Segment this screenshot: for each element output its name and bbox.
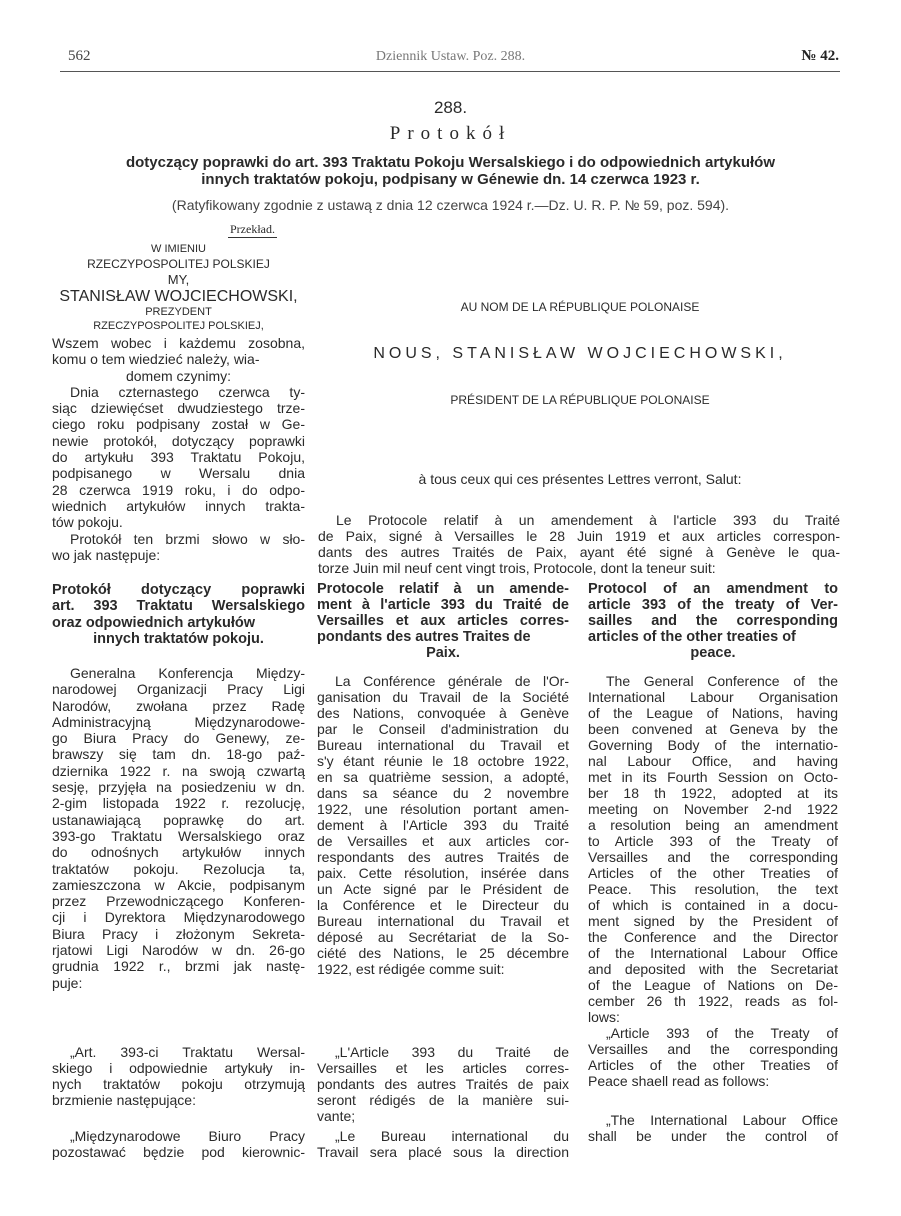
- text-line: lows:: [588, 1009, 620, 1025]
- text-line: en sa quatrième session, a adopté,: [317, 769, 569, 785]
- text-line: Versailles et aux articles corres-: [317, 613, 569, 629]
- text-line: „Art. 393-ci Traktatu Wersal-: [70, 1044, 305, 1060]
- text-line: la Conférence et le Directeur du: [317, 897, 569, 913]
- text-line: 28 czerwca 1919 roku, i do odpo-: [52, 481, 305, 498]
- preamble-line: PRÉSIDENT DE LA RÉPUBLIQUE POLONAISE: [450, 393, 710, 407]
- text-line: shall be under the control of: [588, 1128, 838, 1144]
- text-line: narodowej Organizacji Pracy Ligi: [52, 681, 305, 698]
- paragraph: [52, 1044, 305, 1108]
- document-kind: Protokół: [389, 123, 512, 144]
- text-line: sesję, przyjęła na posiedzeniu w dn.: [52, 779, 305, 796]
- polish-body: [52, 665, 305, 991]
- text-line: dants des autres Traités de Paix, ayant été signé à Genève le qua-: [318, 544, 840, 560]
- text-line: Protocole relatif à un amende-: [317, 581, 569, 597]
- translation-label: Przekład.: [230, 222, 275, 236]
- french-article-text: [317, 1128, 569, 1160]
- text-line: 1922, une résolution portant amen-: [317, 801, 569, 817]
- paragraph: [52, 384, 305, 531]
- text-line: Peace. This resolution, the text: [588, 881, 838, 897]
- text-line: Articles of the other Treaties of: [588, 865, 838, 881]
- text-line: paix. Cette résolution, insérée dans: [317, 865, 569, 881]
- paragraph: [52, 531, 305, 564]
- paragraph: [588, 673, 838, 1025]
- text-line: 1922, est rédigée comme suit:: [317, 961, 505, 977]
- text-line: do odnośnych artykułów innych: [52, 844, 305, 861]
- preamble-line: RZECZYPOSPOLITEJ POLSKIEJ,: [93, 320, 264, 332]
- ratification-note: (Ratyfikowany zgodnie z ustawą z dnia 12 czerwca 1924 r.—Dz. U. R. P. № 59, poz. 594).: [171, 197, 730, 213]
- polish-article-intro: [52, 1044, 305, 1108]
- text-line: dziernika 1922 r. na swoją czwartą: [52, 762, 305, 779]
- text-line: pondants des autres Traites de: [317, 629, 531, 645]
- french-body: [317, 673, 569, 977]
- paragraph: [52, 665, 305, 991]
- text-line: „Le Bureau international du: [335, 1128, 569, 1144]
- text-line: tów pokoju.: [52, 514, 123, 531]
- text-line: siąc dziewięćset dwudziestego trze-: [52, 400, 305, 417]
- text-line: de Paix, signé à Versailles le 28 Juin 1919 et aux articles correspon-: [318, 528, 840, 544]
- text-line: met in its Fourth Session on Octo-: [588, 769, 838, 785]
- text-line: 393-go Traktatu Wersalskiego oraz: [52, 827, 305, 844]
- preamble-line: AU NOM DE LA RÉPUBLIQUE POLONAISE: [460, 300, 700, 314]
- text-line: brzmienie następujące:: [52, 1092, 196, 1108]
- text-line: un Acte signé par le Président de: [317, 881, 569, 897]
- text-line: puje:: [52, 974, 83, 991]
- text-line: oraz odpowiednich artykułów: [52, 614, 256, 631]
- french-preamble-text: [318, 512, 840, 576]
- document-title-line-2: innych traktatów pokoju, podpisany w Génewie dn. 14 czerwca 1923 r.: [201, 171, 700, 188]
- text-line: articles of the other treaties of: [588, 629, 796, 645]
- preamble-line: W IMIENIU: [151, 243, 206, 255]
- text-line: Wszem wobec i każdemu zosobna,: [52, 335, 305, 351]
- english-protocol-heading: [588, 581, 838, 661]
- paragraph: [52, 368, 305, 384]
- document-number: 288.: [433, 98, 468, 117]
- paragraph: [52, 335, 305, 368]
- text-line: of which is contained in a docu-: [588, 897, 838, 913]
- text-line: Versailles and the corresponding: [588, 849, 838, 865]
- text-line: ment signed by the President of: [588, 913, 838, 929]
- text-line: newie protokół, dotyczący poprawki: [52, 432, 305, 449]
- text-line: skiego i odpowiednie artykuły in-: [52, 1060, 305, 1076]
- page-number: 562: [68, 48, 91, 64]
- text-line: of the League of Nations, having: [588, 705, 838, 721]
- text-line: vante;: [317, 1108, 356, 1124]
- text-line: and deposited with the Secretariat: [588, 961, 838, 977]
- text-line: des Nations, convoquée à Genève: [317, 705, 569, 721]
- text-line: a resolution being an amendment: [588, 817, 838, 833]
- paragraph: [317, 645, 569, 661]
- text-line: s'y étant réunie le 18 octobre 1922,: [317, 753, 569, 769]
- text-line: been convened at Geneva by the: [588, 721, 838, 737]
- salutation: à tous ceux qui ces présentes Lettres verront, Salut:: [418, 471, 742, 487]
- preamble-line: RZECZYPOSPOLITEJ POLSKIEJ: [87, 257, 270, 271]
- text-line: zamieszczona w Akcie, podpisanym: [52, 876, 305, 893]
- president-name: NOUS, STANISŁAW WOJCIECHOWSKI,: [373, 345, 787, 362]
- text-line: komu o tem wiedzieć należy, wia-: [52, 351, 260, 368]
- text-line: Paix.: [426, 645, 460, 661]
- header-rule: [60, 71, 840, 72]
- text-line: seront rédigés de la manière sui-: [317, 1092, 569, 1108]
- paragraph: [52, 1128, 305, 1160]
- text-line: Versailles et les articles corres-: [317, 1060, 569, 1076]
- text-line: par le Conseil d'administration du: [317, 721, 569, 737]
- text-line: Bureau international du Travail et: [317, 737, 569, 753]
- text-line: ber 18 th 1922, adopted at its: [588, 785, 838, 801]
- paragraph: [588, 1112, 838, 1144]
- text-line: przez Przewodniczącego Konferen-: [52, 893, 305, 910]
- paragraph: [52, 582, 305, 631]
- text-line: podpisanego w Wersalu dnia: [52, 465, 305, 482]
- text-line: pozostawać będzie pod kierownic-: [52, 1144, 305, 1160]
- text-line: pondants des autres Traités de paix: [317, 1076, 569, 1092]
- text-line: to Article 393 of the Treaty of: [588, 833, 838, 849]
- text-line: wiednich artykułów innych trakta-: [52, 497, 305, 514]
- text-line: domem czynimy:: [125, 367, 232, 384]
- paragraph: [317, 1044, 569, 1124]
- text-line: dans sa séance du 2 novembre: [317, 785, 569, 801]
- paragraph: [588, 645, 838, 661]
- text-line: go Biura Pracy do Genewy, ze-: [52, 730, 305, 747]
- french-article-intro: [317, 1044, 569, 1124]
- text-line: ciego roku podpisany został w Ge-: [52, 416, 305, 433]
- text-line: of the International Labour Office: [588, 945, 838, 961]
- text-line: ganisation du Travail de la Société: [317, 689, 569, 705]
- text-line: rjatowi Ligi Narodów w dn. 26-go: [52, 942, 305, 959]
- text-line: Protokół ten brzmi słowo w sło-: [70, 530, 305, 547]
- paragraph: [318, 512, 840, 576]
- text-line: the Conference and the Director: [588, 929, 838, 945]
- text-line: Protocol of an amendment to: [588, 581, 838, 597]
- document-title-line-1: dotyczący poprawki do art. 393 Traktatu Pokoju Wersalskiego i do odpowiednich artykułów: [125, 154, 776, 171]
- text-line: Le Protocole relatif à un amendement à l'article 393 du Traité: [336, 512, 840, 528]
- polish-protocol-heading: [52, 582, 305, 647]
- text-line: grudnia 1922 r., brzmi jak nastę-: [52, 958, 305, 975]
- text-line: Generalna Konferencja Między-: [70, 665, 305, 681]
- text-line: article 393 of the treaty of Ver-: [588, 597, 838, 613]
- text-line: cji i Dyrektora Międzynarodowego: [52, 909, 305, 926]
- text-line: brawszy się tam dn. 18-go paź-: [52, 746, 305, 763]
- journal-title: Dziennik Ustaw. Poz. 288.: [375, 49, 526, 64]
- text-line: Articles of the other Treaties of: [588, 1057, 838, 1073]
- text-line: The General Conference of the: [606, 673, 838, 689]
- text-line: meeting on November 2-nd 1922: [588, 801, 838, 817]
- english-body: [588, 673, 838, 1089]
- text-line: of the League of Nations on De-: [588, 977, 838, 993]
- preamble-line: MY,: [167, 272, 190, 287]
- text-line: Versailles and the corresponding: [588, 1041, 838, 1057]
- text-line: La Conférence générale de l'Or-: [335, 673, 569, 689]
- paragraph: [317, 581, 569, 645]
- text-line: Administracyjną Międzynarodowe-: [52, 713, 305, 730]
- text-line: Peace shaell read as follows:: [588, 1073, 770, 1089]
- text-line: art. 393 Traktatu Wersalskiego: [52, 598, 305, 615]
- text-line: dement à l'Article 393 du Traité: [317, 817, 569, 833]
- text-line: „Międzynarodowe Biuro Pracy: [70, 1128, 305, 1144]
- text-line: innych traktatów pokoju.: [93, 630, 264, 647]
- polish-article-text: [52, 1128, 305, 1160]
- paragraph: [588, 1025, 838, 1089]
- text-line: Narodów, zwołana przez Radę: [52, 697, 305, 714]
- text-line: nych traktatów pokoju otrzymują: [52, 1076, 305, 1092]
- text-line: Bureau international du Travail et: [317, 913, 569, 929]
- text-line: ment à l'article 393 du Traité de: [317, 597, 569, 613]
- text-line: International Labour Organisation: [588, 689, 838, 705]
- text-line: „Article 393 of the Treaty of: [606, 1025, 838, 1041]
- text-line: sailles and the corresponding: [588, 613, 838, 629]
- paragraph: [317, 1128, 569, 1160]
- english-article-text: [588, 1112, 838, 1144]
- text-line: respondants des autres Traités de: [317, 849, 569, 865]
- french-protocol-heading: [317, 581, 569, 661]
- text-line: de Versailles et aux articles cor-: [317, 833, 569, 849]
- text-line: traktatów pokoju. Rezolucja ta,: [52, 860, 305, 877]
- text-line: nal Labour Office, and having: [588, 753, 838, 769]
- text-line: Biura Pracy i złożonym Sekreta-: [52, 925, 305, 942]
- text-line: Dnia czternastego czerwca ty-: [70, 383, 305, 400]
- text-line: cember 26 th 1922, reads as fol-: [588, 993, 838, 1009]
- text-line: 2-gim listopada 1922 r. rezolucję,: [52, 795, 305, 812]
- text-line: peace.: [690, 645, 736, 661]
- text-line: ciété des Nations, le 25 décembre: [317, 945, 569, 961]
- paragraph: [52, 631, 305, 647]
- text-line: ustanawiającą poprawkę do art.: [52, 811, 305, 828]
- text-line: torze Juin mil neuf cent vingt trois, Protocole, dont la teneur suit:: [318, 560, 716, 576]
- text-line: déposé au Secrétariat de la So-: [317, 929, 569, 945]
- text-line: Governing Body of the internatio-: [588, 737, 838, 753]
- text-line: „L'Article 393 du Traité de: [335, 1044, 569, 1060]
- paragraph: [588, 581, 838, 645]
- text-line: „The International Labour Office: [606, 1112, 838, 1128]
- text-line: do artykułu 393 Traktatu Pokoju,: [52, 449, 305, 466]
- text-line: wo jak następuje:: [52, 546, 161, 563]
- text-line: Travail sera placé sous la direction: [317, 1144, 569, 1160]
- preamble-line: PREZYDENT: [145, 306, 212, 318]
- text-line: Protokół dotyczący poprawki: [52, 582, 305, 598]
- polish-preamble-text: [52, 335, 305, 563]
- issue-number: № 42.: [801, 48, 839, 64]
- president-name: STANISŁAW WOJCIECHOWSKI,: [59, 288, 298, 305]
- paragraph: [317, 673, 569, 977]
